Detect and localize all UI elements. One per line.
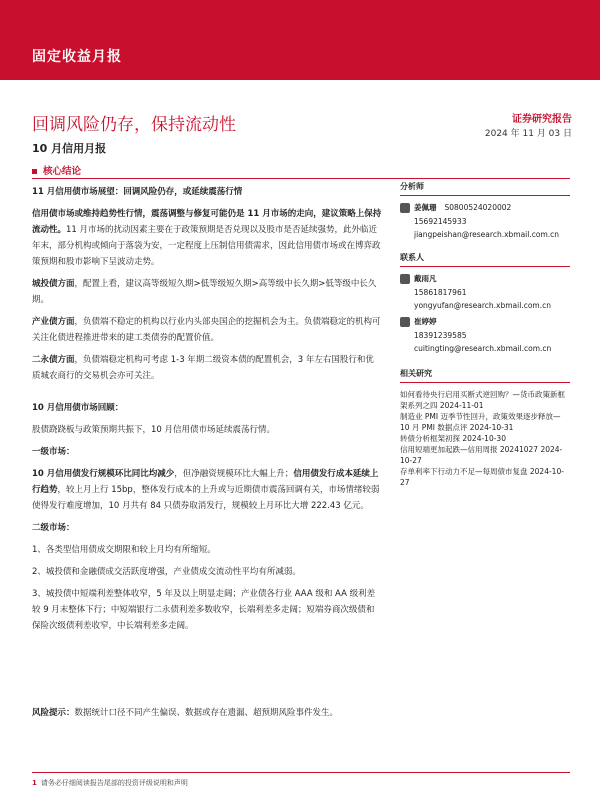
report-title: 回调风险仍存，保持流动性 xyxy=(32,115,236,135)
related-item[interactable]: 转债分析框架初探 2024-10-30 xyxy=(400,434,506,443)
person-icon xyxy=(400,203,410,213)
secondary-item-2: 2、城投债和金融债成交活跃度增强，产业债成交流动性平均有所减弱。 xyxy=(32,567,301,577)
related-item[interactable]: 信用短端更加起跌—信用周报 20241027 2024-10-27 xyxy=(400,445,563,465)
secondary-market-heading: 二级市场： xyxy=(32,523,75,533)
related-research xyxy=(400,365,570,488)
contact-1-phone: 15861817961 xyxy=(414,288,467,297)
report-subtitle: 10 月信用月报 xyxy=(32,142,107,155)
review-summary: 股债跷跷板与政策预期共振下，10 月信用债市场延续震荡行情。 xyxy=(32,425,276,435)
contact-2-email[interactable]: cuitingting@research.xbmail.com.cn xyxy=(414,344,552,353)
analyst-heading: 分析师 xyxy=(400,178,570,196)
contact-1-email[interactable]: yongyufan@research.xbmail.com.cn xyxy=(414,301,551,310)
contact-2: 崔婷婷 xyxy=(400,316,570,327)
person-icon xyxy=(400,317,410,327)
banner-title: 固定收益月报 xyxy=(32,49,122,65)
related-heading: 相关研究 xyxy=(400,365,570,383)
report-type: 证券研究报告 xyxy=(512,114,572,125)
bank-paragraph: 二永债方面，负债端稳定机构可考虑 1-3 年期二级资本债的配置机会，3 年左右国股行和优质城农商行的交易机会亦可关注。 xyxy=(32,355,374,381)
industry-paragraph: 产业债方面，负债端不稳定的机构以行业内头部央国企的挖掘机会为主。负债端稳定的机构可关注化债进程推进带来的建工类债券的配置价值。 xyxy=(32,317,381,343)
chengtou-paragraph: 城投债方面，配置上看，建议高等级短久期>低等级短久期>高等级中长久期>低等级中长久期。 xyxy=(32,279,377,305)
related-item[interactable]: 制造业 PMI 迈季节性回升，政策效果逐步释放—10 月 PMI 数据点评 2024-10-31 xyxy=(400,412,561,432)
contact-1: 戴雨凡 xyxy=(400,273,570,284)
related-item[interactable]: 如何看待央行启用买断式逆回购？—货币政策新框架系列之四 2024-11-01 xyxy=(400,390,565,410)
report-date: 2024 年 11 月 03 日 xyxy=(484,129,572,139)
risk-warning: 风险提示：数据统计口径不同产生偏误、数据或存在遗漏、超预期风险事件发生。 xyxy=(32,708,339,718)
secondary-item-1: 1、各类型信用债成交期限和较上月均有所缩短。 xyxy=(32,545,216,555)
related-item[interactable]: 存单利率下行动力不足—每周债市复盘 2024-10-27 xyxy=(400,467,564,487)
contact-heading: 联系人 xyxy=(400,249,570,267)
review-heading: 10 月信用债市场回顾： xyxy=(32,403,124,413)
person-icon xyxy=(400,274,410,284)
footer: 1 请务必仔细阅读报告尾部的投资评级说明和声明 xyxy=(32,779,188,787)
analyst-email[interactable]: jiangpeishan@research.xbmail.com.cn xyxy=(414,230,560,239)
sidebar xyxy=(400,178,570,488)
analyst: 姜佩珊 S0800524020002 xyxy=(400,202,570,213)
analyst-phone: 15692145933 xyxy=(414,217,467,226)
main-content xyxy=(32,184,382,640)
primary-market-heading: 一级市场： xyxy=(32,447,75,457)
header-banner xyxy=(0,0,600,80)
core-heading: 核心结论 xyxy=(32,163,81,177)
secondary-item-3: 3、城投债中短端利差整体收窄，5 年及以上明显走阔；产业债各行业 AAA 级和 AA 级利差较 9 月末整体下行；中短端银行二永债利差多数收窄，长端利差多走阔；短端券商次级债和保险次级债利差收窄，中长端利差多走阔。 xyxy=(32,589,376,631)
outlook-heading: 11 月信用债市场展望：回调风险仍存，或延续震荡行情 xyxy=(32,187,243,197)
primary-market-paragraph: 10 月信用债发行规模环比同比均减少，但净融资规模环比大幅上升；信用债发行成本延续上行趋势，较上月上行 15bp，整体发行成本的上升或与近期债市震荡回调有关，市场情绪较弱使得发行难度增加，10 月共有 84 只债券取消发行，规模较上月环比大增 222.43 亿元。 xyxy=(32,469,380,511)
outlook-paragraph: 信用债市场或维持趋势性行情，震荡调整与修复可能仍是 11 月市场的走向，建议策略上保持流动性。11 月市场的扰动因素主要在于政策预期是否兑现以及股市是否延续强势，此外临近年末，部分机构或倾向于落袋为安，一定程度上压制信用债需求，因此信用债市场或在博弈政策预期和股市影响下呈波动走势。 xyxy=(32,209,382,267)
bullet-icon xyxy=(32,169,37,174)
footer-divider xyxy=(32,772,570,773)
contact-2-phone: 18391239585 xyxy=(414,331,467,340)
